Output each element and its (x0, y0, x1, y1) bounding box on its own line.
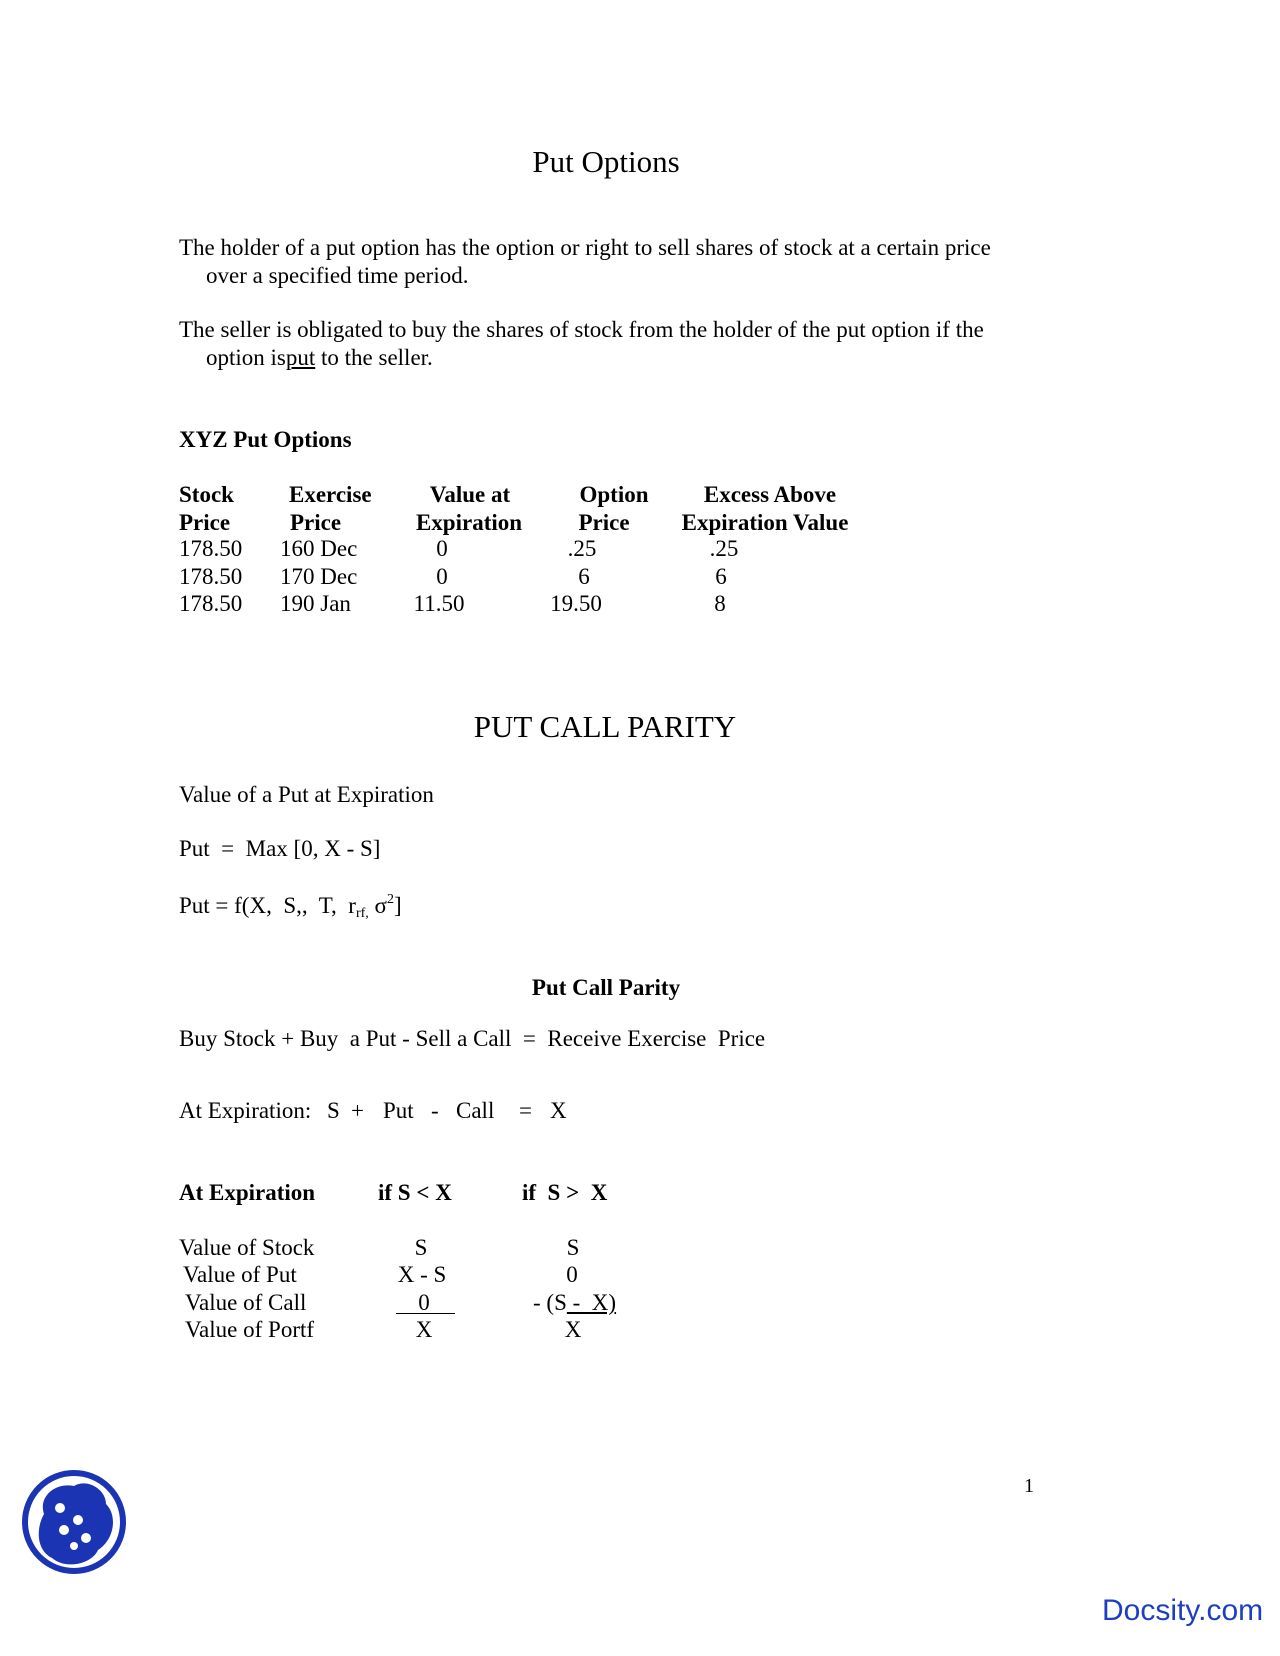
equation-put-max: Put = Max [0, X - S] (179, 836, 381, 861)
table-cell: 160 Dec (280, 536, 358, 561)
xyz-table-title: XYZ Put Options (179, 427, 352, 452)
payoff-cell: 0 (418, 1290, 430, 1315)
col-header-value-line1: Value at (429, 482, 511, 507)
sum-rule-left (396, 1313, 455, 1314)
page-number: 1 (1024, 1475, 1034, 1497)
docsity-logo-icon (22, 1470, 130, 1578)
payoff-header-at-expiration: At Expiration (179, 1180, 316, 1205)
eq-equals: = (519, 1098, 532, 1123)
payoff-cell: - (S - X) (533, 1290, 617, 1315)
payoff-row-label: Value of Portf (185, 1317, 315, 1342)
payoff-row-label: Value of Call (185, 1290, 307, 1315)
col-header-value-line2: Expiration (415, 510, 523, 535)
col-header-option-line2: Price (578, 510, 630, 535)
col-header-stock-line2: Price (179, 510, 231, 535)
eq-x: X (550, 1098, 567, 1123)
page-title: Put Options (532, 144, 680, 179)
payoff-header-s-greater-x: if S > X (522, 1180, 608, 1205)
col-header-excess-line2: Expiration Value (681, 510, 849, 535)
equation-put-function: Put = f(X, S,, T, $r_{rf,}$ $\sigma^2$] (179, 892, 402, 921)
table-cell: 170 Dec (280, 564, 358, 589)
payoff-cell: 0 (566, 1262, 578, 1287)
table-cell: .25 (567, 536, 597, 561)
intro-paragraph-2-line-2: option isput to the seller. (206, 345, 433, 370)
col-header-excess-line1: Excess Above (703, 482, 837, 507)
docsity-brand[interactable]: Docsity.com (1102, 1594, 1264, 1627)
table-cell: 178.50 (179, 536, 243, 561)
payoff-cell: X (564, 1317, 582, 1342)
underlined-word-put: put (285, 345, 316, 370)
payoff-cell: X (415, 1317, 433, 1342)
payoff-header-s-less-x: if S < X (378, 1180, 452, 1205)
table-cell: 6 (715, 564, 727, 589)
payoff-cell: S (414, 1235, 428, 1260)
table-cell: 6 (578, 564, 590, 589)
at-expiration-label: At Expiration: (179, 1098, 312, 1123)
table-cell: 0 (436, 564, 448, 589)
payoff-cell: X - S (397, 1262, 447, 1287)
table-cell: 190 Jan (280, 591, 351, 616)
payoff-row-label: Value of Put (183, 1262, 297, 1287)
eq-put: Put (383, 1098, 414, 1123)
table-cell: 178.50 (179, 591, 243, 616)
col-header-exercise-line1: Exercise (289, 482, 372, 507)
eq-minus: - (431, 1098, 439, 1123)
table-cell: 178.50 (179, 564, 243, 589)
col-header-stock-line1: Stock (179, 482, 234, 507)
payoff-cell: S (566, 1235, 580, 1260)
value-of-put-heading: Value of a Put at Expiration (179, 782, 434, 807)
intro-paragraph-1-line-2: over a specified time period. (206, 263, 469, 288)
table-cell: 11.50 (413, 591, 465, 616)
col-header-exercise-line2: Price (290, 510, 342, 535)
eq-plus: + (351, 1098, 364, 1123)
table-cell: 19.50 (550, 591, 602, 616)
section-heading-put-call-parity: PUT CALL PARITY (473, 709, 737, 744)
table-cell: 0 (436, 536, 448, 561)
eq-s: S (327, 1098, 340, 1123)
eq-call: Call (456, 1098, 495, 1123)
put-call-parity-subheading: Put Call Parity (531, 975, 681, 1000)
table-cell: 8 (714, 591, 726, 616)
table-cell: .25 (709, 536, 739, 561)
payoff-row-label: Value of Stock (179, 1235, 315, 1260)
col-header-option-line1: Option (579, 482, 649, 507)
intro-paragraph-1-line-1: The holder of a put option has the option or right to sell shares of stock at a certain price (179, 235, 991, 260)
put-call-parity-statement: Buy Stock + Buy a Put - Sell a Call = Receive Exercise Price (179, 1026, 766, 1051)
intro-paragraph-2-line-1: The seller is obligated to buy the shares of stock from the holder of the put option if the (179, 317, 984, 342)
